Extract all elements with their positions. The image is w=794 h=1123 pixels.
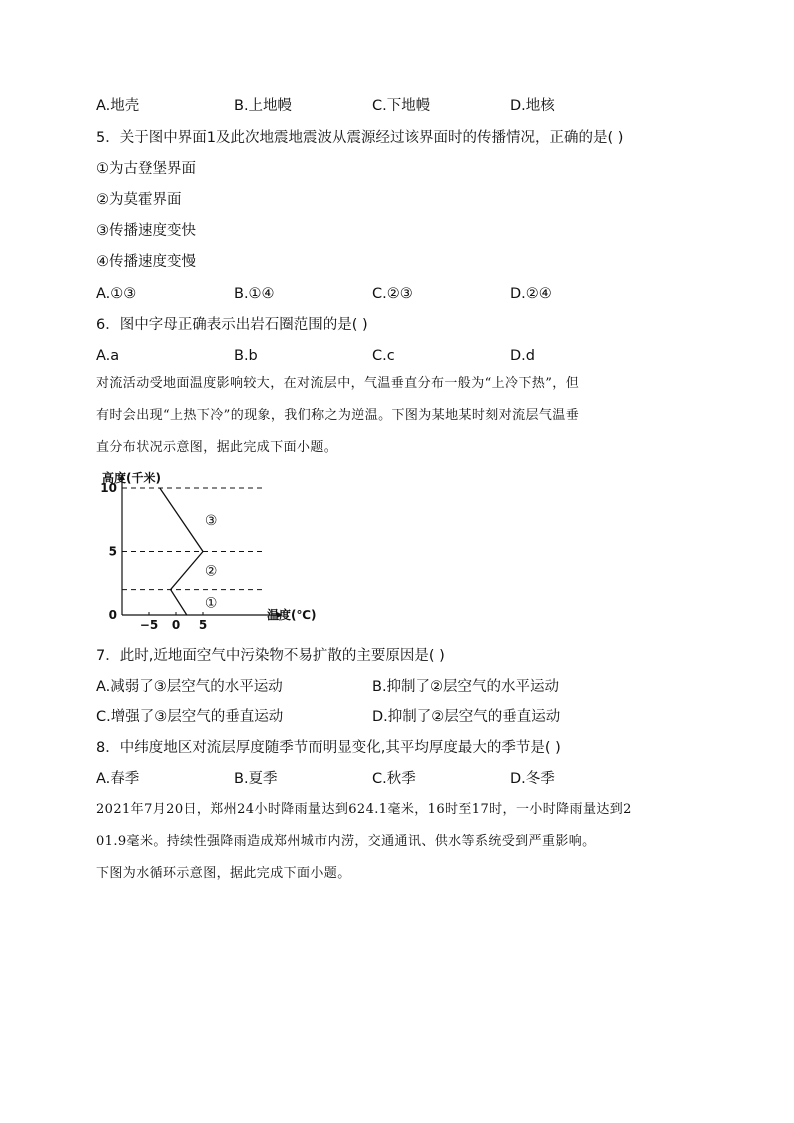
q5-statement-2: ②为莫霍界面 — [96, 192, 182, 208]
zone-label-1: ① — [204, 595, 218, 612]
passage1-line-2: 有时会出现“上热下冷”的现象，我们称之为逆温。下图为某地某时刻对流层气温垂 — [96, 408, 580, 423]
passage2-line-3: 下图为水循环示意图，据此完成下面小题。 — [96, 866, 351, 881]
passage1-line-3: 直分布状况示意图，据此完成下面小题。 — [96, 440, 338, 455]
q7-stem: 7．此时,近地面空气中污染物不易扩散的主要原因是( ) — [96, 648, 445, 664]
q6-option-b: B.b — [234, 348, 258, 364]
q5-option-d: D.②④ — [510, 286, 552, 302]
q6-option-d: D.d — [510, 348, 535, 364]
zone-label-3: ③ — [204, 512, 218, 529]
q7-option-c: C.增强了③层空气的垂直运动 — [96, 709, 284, 725]
q8-option-c: C.秋季 — [372, 771, 416, 787]
q6-stem: 6．图中字母正确表示出岩石圈范围的是( ) — [96, 317, 368, 333]
q7-option-b: B.抑制了②层空气的水平运动 — [372, 679, 560, 695]
x-axis-label: 温度(℃) — [267, 608, 317, 622]
passage1-line-1: 对流活动受地面温度影响较大，在对流层中，气温垂直分布一般为“上冷下热”，但 — [96, 376, 580, 391]
q5-option-c: C.②③ — [372, 286, 413, 302]
q5-option-b: B.①④ — [234, 286, 275, 302]
zone-label-2: ② — [204, 563, 218, 580]
x-tick-label-0: −5 — [139, 618, 159, 632]
q4-option-d: D.地核 — [510, 98, 555, 114]
q5-stem: 5．关于图中界面1及此次地震地震波从震源经过该界面时的传播情况，正确的是( ) — [96, 130, 624, 146]
q7-option-a: A.减弱了③层空气的水平运动 — [96, 679, 283, 695]
q4-option-b: B.上地幔 — [234, 98, 293, 114]
q6-option-c: C.c — [372, 348, 395, 364]
q6-option-a: A.a — [96, 348, 120, 364]
temperature-height-chart — [96, 470, 317, 632]
q8-option-d: D.冬季 — [510, 771, 555, 787]
y-tick-label-0: 0 — [108, 608, 117, 622]
q5-statement-1: ①为古登堡界面 — [96, 161, 196, 177]
q4-option-a: A.地壳 — [96, 98, 140, 114]
y-axis-label: 高度(千米) — [102, 471, 161, 485]
x-tick-label-1: 0 — [171, 618, 181, 632]
q4-option-c: C.下地幔 — [372, 98, 431, 114]
x-tick-label-2: 5 — [198, 618, 208, 632]
q5-option-a: A.①③ — [96, 286, 137, 302]
q5-statement-4: ④传播速度变慢 — [96, 254, 196, 270]
passage2-line-1: 2021年7月20日，郑州24小时降雨量达到624.1毫米，16时至17时，一小时降雨量达到2 — [96, 802, 632, 817]
y-tick-label-2: 10 — [100, 481, 117, 495]
q5-statement-3: ③传播速度变快 — [96, 223, 196, 239]
q7-option-d: D.抑制了②层空气的垂直运动 — [372, 709, 561, 725]
q8-option-a: A.春季 — [96, 771, 140, 787]
q8-option-b: B.夏季 — [234, 771, 278, 787]
y-tick-label-1: 5 — [108, 544, 117, 559]
passage2-line-2: 01.9毫米。持续性强降雨造成郑州城市内涝，交通通讯、供水等系统受到严重影响。 — [96, 834, 596, 849]
q8-stem: 8．中纬度地区对流层厚度随季节而明显变化,其平均厚度最大的季节是( ) — [96, 740, 561, 756]
